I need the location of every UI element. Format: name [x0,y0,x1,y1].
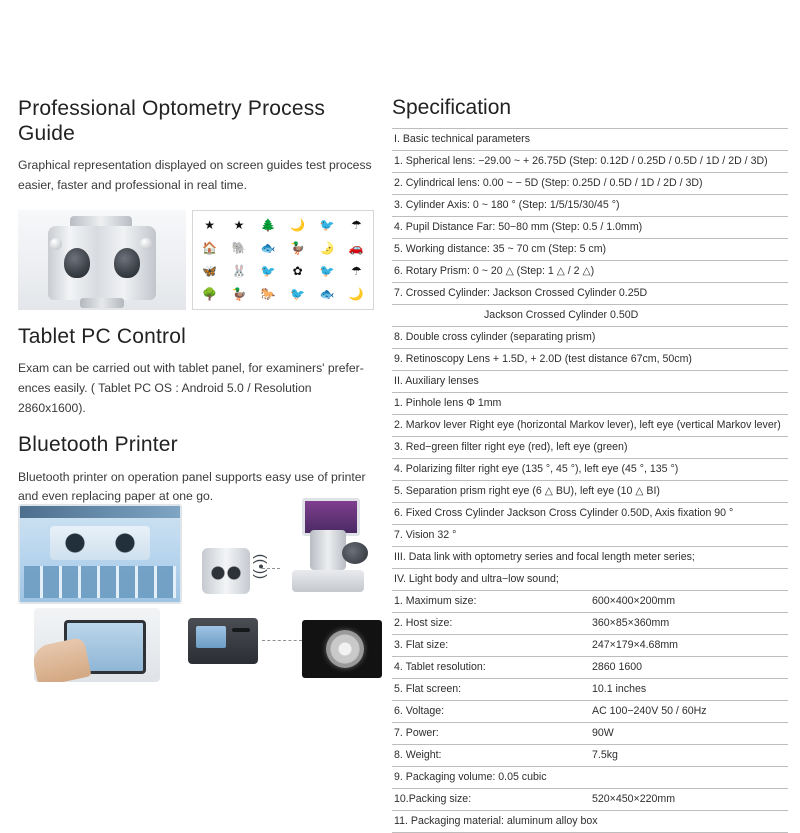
spec-row [392,547,788,569]
spec-row-value: 90W [590,723,788,745]
phoropter-base [80,298,124,308]
spec-row [392,679,788,701]
spec-row-value: 10.1 inches [590,679,788,701]
spec-row-value: 360×85×360mm [590,613,788,635]
optotype-icon: 🦋 [202,264,218,279]
spec-row-text: 7. Vision 32 ° [392,525,788,547]
phoropter-lens-left [64,248,90,278]
mini-phoropter-photo [196,542,270,604]
retina-image-photo [302,620,382,678]
optotype-icon: 🦆 [231,287,247,302]
optotype-icon-grid [192,210,374,310]
spec-row-label: 1. Maximum size: [392,591,590,613]
spec-row-text: II. Auxiliary lenses [392,371,788,393]
optotype-icon: 🌙 [348,287,364,302]
optotype-icon: ★ [233,218,245,233]
spec-row-value: 600×400×200mm [590,591,788,613]
optotype-icon: 🦆 [290,241,306,256]
spec-row [392,393,788,415]
tablet-in-hand-photo [34,608,160,682]
software-screen-photo [18,504,182,604]
spec-row [392,635,788,657]
spec-row-label: 2. Host size: [392,613,590,635]
guide-image-block [18,210,374,310]
spec-row [392,569,788,591]
spec-row-text: 2. Cylindrical lens: 0.00 ~ − 5D (Step: 0.25D / 0.5D / 1D / 2D / 3D) [392,173,788,195]
spec-row-text: 8. Double cross cylinder (separating prism) [392,327,788,349]
phoropter-knob-left [50,238,62,250]
phoropter-photo [18,210,186,310]
spec-row-value: 7.5kg [590,745,788,767]
specification-title: Specification [392,96,512,119]
mini-phoropter-body [202,548,250,594]
optotype-icon: ☂ [350,264,362,279]
hand-graphic [34,637,92,682]
spec-row-value: 520×450×220mm [590,789,788,811]
optotype-icon: ✿ [292,264,303,279]
guide-description: Graphical representation displayed on screen guides test process easier, faster and professional in real time. [18,158,372,193]
spec-row-text: 3. Red−green filter right eye (red), left eye (green) [392,437,788,459]
left-column [18,96,378,507]
spec-row [392,129,788,151]
spec-row-text: Jackson Crossed Cylinder 0.50D [392,305,788,327]
spec-row [392,195,788,217]
spec-row [392,591,788,613]
spec-row [392,481,788,503]
bluetooth-printer-photo [188,618,258,664]
spec-row-label: 10.Packing size: [392,789,590,811]
connector-line [262,640,302,642]
spec-row [392,525,788,547]
spec-row-label: 4. Tablet resolution: [392,657,590,679]
spec-row-label: 3. Flat size: [392,635,590,657]
optotype-icon: 🐦 [319,218,335,233]
tablet-control-description: Exam can be carried out with tablet panel, for examiners' prefer-ences easily. ( Tablet PC OS : Android 5.0 / Resolution 2860x1600). [18,361,364,415]
guide-title: Professional Optometry Process Guide [18,97,326,146]
tablet-control-title: Tablet PC Control [18,324,186,348]
optotype-icon: 🏠 [202,241,218,256]
spec-row [392,261,788,283]
screen-eye-graphic [50,526,150,560]
phoropter-lens-right [114,248,140,278]
screen-keypad-graphic [24,566,176,598]
spec-row [392,173,788,195]
spec-row [392,371,788,393]
spec-row-text: 11. Packaging material: aluminum alloy box [392,811,788,833]
wifi-icon: ((•)) [252,553,270,580]
optotype-icon: 🌳 [202,287,218,302]
optotype-icon: 🐰 [231,264,247,279]
spec-row-label: 8. Weight: [392,745,590,767]
spec-row-label: 7. Power: [392,723,590,745]
specification-table-body [392,129,788,833]
spec-row [392,349,788,371]
spec-row-text: 1. Pinhole lens Φ 1mm [392,393,788,415]
spec-row [392,327,788,349]
spec-row [392,503,788,525]
spec-row [392,657,788,679]
retina-graphic [326,630,364,668]
spec-row-text: 1. Spherical lens: −29.00 ~ + 26.75D (Step: 0.12D / 0.25D / 0.5D / 1D / 2D / 3D) [392,151,788,173]
spec-row [392,459,788,481]
spec-row [392,151,788,173]
optotype-icon: 🌛 [319,241,335,256]
optotype-icon: 🐦 [290,287,306,302]
spec-row [392,217,788,239]
spec-row-value: 247×179×4.68mm [590,635,788,657]
spec-row-text: 5. Separation prism right eye (6 △ BU), left eye (10 △ BI) [392,481,788,503]
right-column [392,96,788,833]
spec-row-value: AC 100−240V 50 / 60Hz [590,701,788,723]
optotype-icon: 🐟 [260,241,276,256]
fundus-camera-photo [280,498,380,606]
spec-row [392,239,788,261]
optotype-icon: 🐘 [231,241,247,256]
product-photo-collage [18,498,382,688]
optotype-icon: 🌙 [290,218,306,233]
spec-row [392,415,788,437]
spec-row-text: 3. Cylinder Axis: 0 ~ 180 ° (Step: 1/5/15/30/45 °) [392,195,788,217]
printer-paper-slot [232,628,250,632]
spec-row-text: 7. Crossed Cylinder: Jackson Crossed Cylinder 0.25D [392,283,788,305]
spec-row [392,437,788,459]
spec-row-text: 9. Retinoscopy Lens + 1.5D, + 2.0D (test distance 67cm, 50cm) [392,349,788,371]
spec-row-value [590,767,788,789]
spec-row-label: 5. Flat screen: [392,679,590,701]
spec-row-value: 2860 1600 [590,657,788,679]
spec-row [392,613,788,635]
screen-header-bar [20,506,180,518]
spec-row-text: 4. Polarizing filter right eye (135 °, 45 °), left eye (45 °, 135 °) [392,459,788,481]
spec-row [392,283,788,305]
optotype-icon: 🌲 [260,218,276,233]
fundus-camera-arm [310,530,346,570]
printer-screen [196,626,226,648]
fundus-camera-base [292,570,364,592]
optotype-icon: ☂ [350,218,362,233]
spec-row-text: 6. Fixed Cross Cylinder Jackson Cross Cylinder 0.50D, Axis fixation 90 ° [392,503,788,525]
optotype-icon: 🚗 [348,241,364,256]
spec-row [392,305,788,327]
optotype-icon: ★ [204,218,216,233]
spec-row [392,701,788,723]
spec-row-text: 2. Markov lever Right eye (horizontal Markov lever), left eye (vertical Markov lever) [392,415,788,437]
phoropter-knob-right [140,238,152,250]
spec-row-text: III. Data link with optometry series and focal length meter series; [392,547,788,569]
optotype-icon: 🐟 [319,287,335,302]
spec-row [392,745,788,767]
spec-row-label: 6. Voltage: [392,701,590,723]
spec-row-text: 5. Working distance: 35 ~ 70 cm (Step: 5 cm) [392,239,788,261]
fundus-camera-lens [342,542,368,564]
spec-row-text: 4. Pupil Distance Far: 50−80 mm (Step: 0.5 / 1.0mm) [392,217,788,239]
spec-row-label: 9. Packaging volume: 0.05 cubic [392,767,590,789]
spec-row [392,811,788,833]
connector-line [262,568,280,570]
specification-table [392,128,788,833]
optotype-icon: 🐎 [260,287,276,302]
optotype-icon: 🐦 [260,264,276,279]
spec-row [392,767,788,789]
bluetooth-printer-title: Bluetooth Printer [18,433,178,457]
bluetooth-printer-description: Bluetooth printer on operation panel supports easy use of printer and even replacing paper at one go. [18,469,366,504]
optotype-icon: 🐦 [319,264,335,279]
spec-row-text: 6. Rotary Prism: 0 ~ 20 △ (Step: 1 △ / 2 △) [392,261,788,283]
spec-row-text: I. Basic technical parameters [392,129,788,151]
spec-row-text: IV. Light body and ultra−low sound; [392,569,788,591]
spec-row [392,723,788,745]
